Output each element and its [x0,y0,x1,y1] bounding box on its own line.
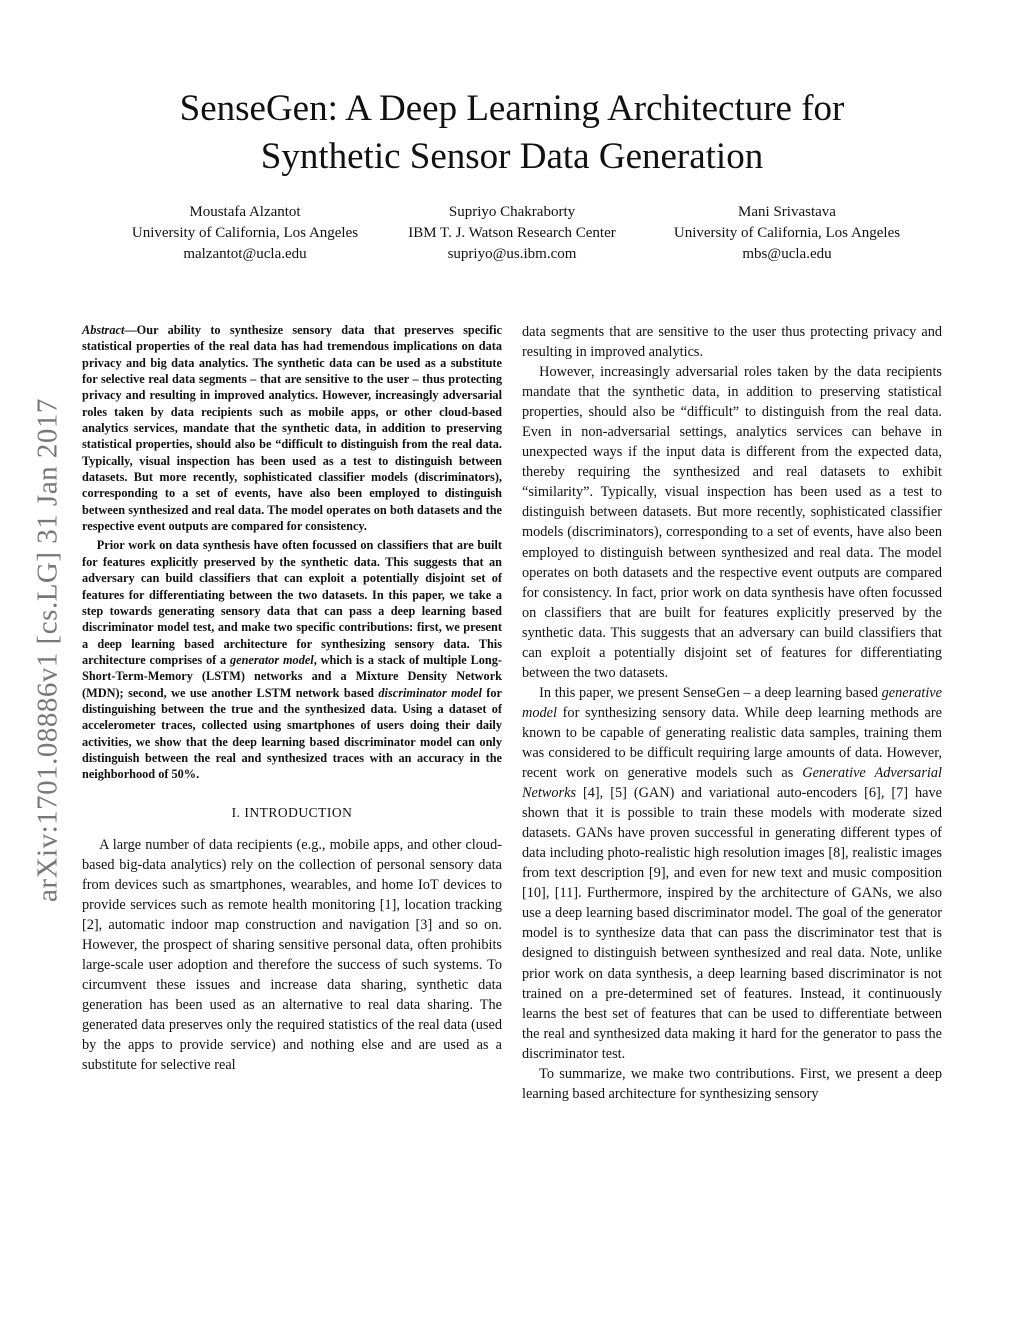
arxiv-stamp [30,350,66,950]
author-3 [642,202,932,265]
right-column [522,322,942,1104]
title-line-2: Synthetic Sensor Data Generation [260,136,764,177]
author-name: Supriyo Chakraborty [448,204,576,220]
abstract-text-1: Our ability to synthesize sensory data that preserves specific statistical properties of the real data has had tremendous implications on data privacy and big data analytics. The synthetic data can be used as a substitute for selective real data segments – that are sensitive to the user – thus protecting privacy and resulting in improved analytics. However, increasingly adversarial roles taken by data recipients such as mobile apps, or other cloud-based analytics services, mandate that the synthetic data, in addition to preserving statistical properties, should also be “difficult to distinguish from the real data. Typically, visual inspection has been used as a test to distinguish between datasets. But more recently, sophisticated classifier models (discriminators), corresponding to a set of events, have also been employed to distinguish between synthesized and real data. The model operates on both datasets and the respective event outputs are compared for consistency. [82,323,502,534]
abstract-label: Abstract [82,323,125,337]
section-heading-introduction: I. INTRODUCTION [231,804,353,820]
right-paragraph-3: To summarize, we make two contributions. First, we present a deep learning based architecture for synthesizing sensory [522,1065,942,1102]
abstract-emphasis-discriminator: discriminator model [378,685,482,700]
paper-title [80,85,944,181]
right-paragraph-0: data segments that are sensitive to the user thus protecting privacy and resulting in improved analytics. [522,324,942,361]
abstract-emphasis-generator: generator model [229,652,314,667]
right-emphasis-gan: Generative Adversarial Networks [522,765,942,802]
author-affiliation: IBM T. J. Watson Research Center [408,225,616,241]
author-block [100,202,930,272]
abstract-text-2b: , which is a stack of multiple Long-Short-Term-Memory (LSTM) networks and a Mixture Density Network (MDN); second, we use another LSTM network based [82,652,503,700]
right-text-2a: In this paper, we present SenseGen – a deep learning based [539,684,882,701]
author-2 [367,202,657,265]
author-affiliation: University of California, Los Angeles [131,225,359,241]
abstract [82,322,502,783]
author-name: Moustafa Alzantot [189,204,301,220]
right-paragraph-2 [522,683,942,1064]
author-email: malzantot@ucla.edu [183,246,307,262]
arxiv-stamp-text: arXiv:1701.08886v1 [cs.LG] 31 Jan 2017 [31,398,64,902]
author-affiliation: University of California, Los Angeles [673,225,901,241]
abstract-paragraph-2 [82,537,502,782]
left-column [82,322,502,1075]
right-text-2c: [4], [5] (GAN) and variational auto-encoders [6], [7] have shown that it is possible to train these models with moderate sized datasets. GANs have proven successful in generating different types of data including photo-realistic high resolution images [8], realistic images from text description [9], and even for new text and music composition [10], [11]. Furthermore, inspired by the architecture of GANs, we also use a deep learning based discriminator model. The goal of the generator model is to synthesize data that can pass the discriminator test that is designed to distinguish between synthesized and real data. Note, unlike prior work on data synthesis, a deep learning based discriminator is not trained on a pre-determined set of features. Instead, it continuously learns the best set of features that can be used to differentiate between the real and synthesized data making it hard for the generator to pass the discriminator test. [522,785,942,1062]
right-emphasis-generative-model: generative model [522,684,942,721]
right-paragraph-1: However, increasingly adversarial roles taken by the data recipients mandate that the synthetic data, in addition to preserving statistical properties, should also be “difficult” to distinguish from the real data. Even in non-adversarial settings, analytics services can behave in unexpected ways if the input data is different from the expected data, thereby requiring the synthesized and real datasets to exhibit “similarity”. Typically, visual inspection has been used as a test to distinguish between datasets. But more recently, sophisticated classifier models (discriminators), corresponding to a set of events, have also been employed to distinguish between synthesized and real data. The model operates on both datasets and the respective event outputs are compared for consistency. In fact, prior work on data synthesis have often focussed on classifiers that are built for features explicitly preserved by the synthetic data. This suggests that an adversary can build classifiers that can exploit a potentially disjoint set of features for differentiating between the two datasets. [522,364,942,681]
author-email: supriyo@us.ibm.com [447,246,577,262]
right-text-2b: for synthesizing sensory data. While deep learning methods are known to be capable of generating realistic data samples, training them was considered to be difficult requiring large amounts of data. However, recent work on generative models such as [522,704,942,782]
author-1 [100,202,390,265]
abstract-paragraph-1: Abstract—Our ability to synthesize sensory data that preserves specific statistical properties of the real data has had tremendous implications on data privacy and big data analytics. The synthetic data can be used as a substitute for selective real data segments – that are sensitive to the user – thus protecting privacy and resulting in improved analytics. However, increasingly adversarial roles taken by data recipients such as mobile apps, or other cloud-based analytics services, mandate that the synthetic data, in addition to preserving statistical properties, should also be “difficult to distinguish from the real data. Typically, visual inspection has been used as a test to distinguish between datasets. But more recently, sophisticated classifier models (discriminators), corresponding to a set of events, have also been employed to distinguish between synthesized and real data. The model operates on both datasets and the respective event outputs are compared for consistency. [82,323,502,534]
author-email: mbs@ucla.edu [742,246,832,262]
title-line-1: SenseGen: A Deep Learning Architecture for [179,88,845,129]
introduction-left [82,835,502,1076]
abstract-text-2c: for distinguishing between the true and the synthesized data. Using a dataset of accelerometer traces, collected using smartphones of users doing their daily activities, we show that the deep learning based discriminator model can only distinguish between the real and synthesized traces with an accuracy in the neighborhood of 50%. [82,685,503,782]
introduction-right [522,322,942,1104]
intro-paragraph-1: A large number of data recipients (e.g., mobile apps, and other cloud-based big-data analytics) rely on the collection of personal sensory data from devices such as smartphones, wearables, and home IoT devices to provide services such as remote health monitoring [1], location tracking [2], automatic indoor map construction and navigation [3] and so on. However, the prospect of sharing sensitive personal data, often prohibits large-scale user adoption and therefore the success of such systems. To circumvent these issues and increase data sharing, synthetic data generation has been used as an alternative to real data sharing. The generated data preserves only the required statistics of the real data (used by the apps to provide service) and nothing else and are used as a substitute for selective real [82,836,502,1074]
author-name: Mani Srivastava [738,204,836,220]
abstract-text-2a: Prior work on data synthesis have often focussed on classifiers that are built for features explicitly preserved by the synthetic data. This suggests that an adversary can build classifiers that can exploit a potentially disjoint set of features for differentiating between the two datasets. In this paper, we take a step towards generating sensory data that can pass a deep learning based discriminator model test, and make two specific contributions: first, we present a deep learning based architecture for synthesizing sensory data. This architecture comprises of a [82,538,502,667]
